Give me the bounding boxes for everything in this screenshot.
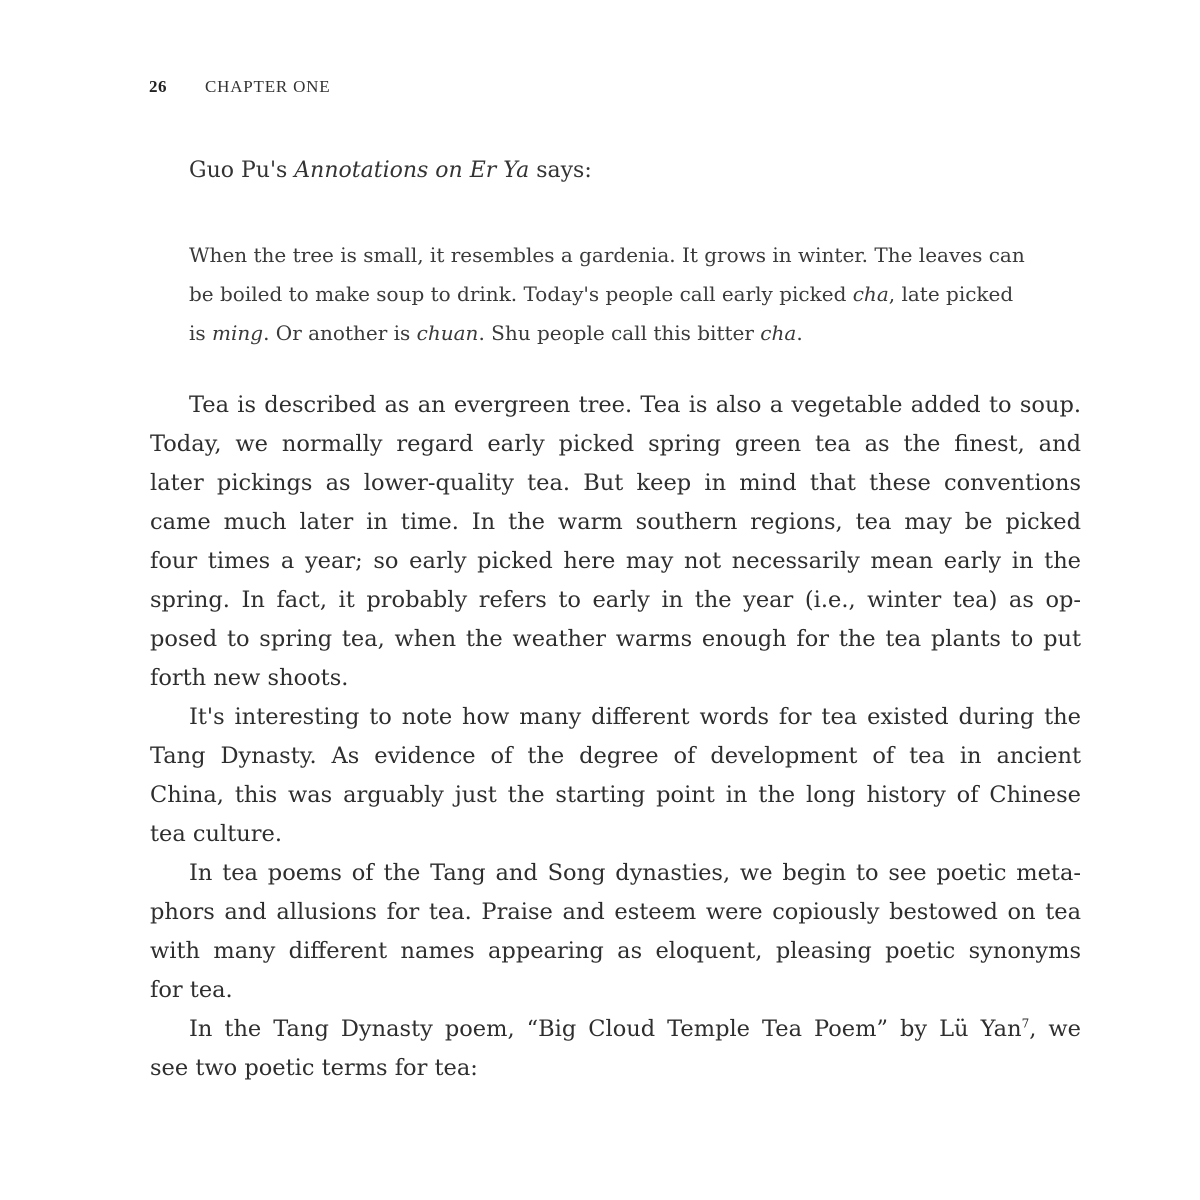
quote-line: [189, 236, 1059, 275]
paragraph-3-line: with many different names appearing as eloquent, pleasing poetic synonyms: [150, 938, 1081, 964]
paragraph-1-line: later pickings as lower-quality tea. But keep in mind that these conventions: [150, 470, 1081, 496]
quote-line-3a: is: [189, 321, 213, 345]
running-head: [149, 77, 330, 97]
quote-line-2b: , late picked: [888, 282, 1014, 306]
paragraph-2-line: Tang Dynasty. As evidence of the degree of development of tea in ancient: [150, 743, 1081, 769]
intro-text-after: says:: [529, 158, 592, 183]
quote-line-2a: be boiled to make soup to drink. Today's people call early picked: [189, 282, 853, 306]
italic-term-chuan: chuan: [416, 321, 479, 345]
paragraph-1-line: four times a year; so early picked here may not necessarily mean early in the: [150, 548, 1081, 574]
page-number: 26: [149, 77, 167, 96]
footnote-marker[interactable]: 7: [1021, 1016, 1030, 1031]
paragraph-2-line: tea culture.: [150, 821, 282, 847]
paragraph-4-line: see two poetic terms for tea:: [150, 1055, 478, 1081]
paragraph-3-line: phors and allusions for tea. Praise and esteem were copiously bestowed on tea: [150, 899, 1081, 925]
quote-line-3b: . Or another is: [263, 321, 417, 345]
quote-line-3d: .: [796, 321, 803, 345]
paragraph-4-line-1b: , we: [1029, 1016, 1081, 1042]
paragraph-2-line: China, this was arguably just the starting point in the long history of Chinese: [150, 782, 1081, 808]
intro-text-before: Guo Pu's: [189, 158, 295, 183]
paragraph-2-line: It's interesting to note how many different words for tea existed during the: [189, 704, 1081, 730]
quote-line: [189, 314, 1059, 353]
italic-term-ming: ming: [212, 321, 264, 345]
italic-term-cha: cha: [852, 282, 889, 306]
chapter-title: CHAPTER ONE: [205, 77, 331, 96]
paragraph-1-line: forth new shoots.: [150, 665, 349, 691]
body-text: [150, 386, 1081, 1088]
paragraph-1-line: posed to spring tea, when the weather warms enough for the tea plants to put: [150, 626, 1081, 652]
paragraph-3-line: for tea.: [150, 977, 233, 1003]
italic-term-cha-bitter: cha: [760, 321, 797, 345]
paragraph-1-line: came much later in time. In the warm southern regions, tea may be picked: [150, 509, 1081, 535]
paragraph-4-line-1a: In the Tang Dynasty poem, “Big Cloud Temple Tea Poem” by Lü Yan: [189, 1016, 1022, 1042]
block-quote: [189, 236, 1059, 353]
quote-line-3c: . Shu people call this bitter: [478, 321, 761, 345]
book-title: Annotations on Er Ya: [294, 158, 530, 183]
paragraph-4-line: [150, 1010, 1081, 1049]
paragraph-1-line: Tea is described as an evergreen tree. Tea is also a vegetable added to soup.: [189, 392, 1081, 418]
quote-line: [189, 275, 1059, 314]
quote-line-1: When the tree is small, it resembles a gardenia. It grows in winter. The leaves can: [189, 243, 1025, 267]
paragraph-1-line: Today, we normally regard early picked spring green tea as the finest, and: [150, 431, 1081, 457]
quote-introduction: [189, 158, 592, 183]
paragraph-3-line: In tea poems of the Tang and Song dynasties, we begin to see poetic meta-: [189, 860, 1081, 886]
paragraph-1-line: spring. In fact, it probably refers to early in the year (i.e., winter tea) as op-: [150, 587, 1081, 613]
